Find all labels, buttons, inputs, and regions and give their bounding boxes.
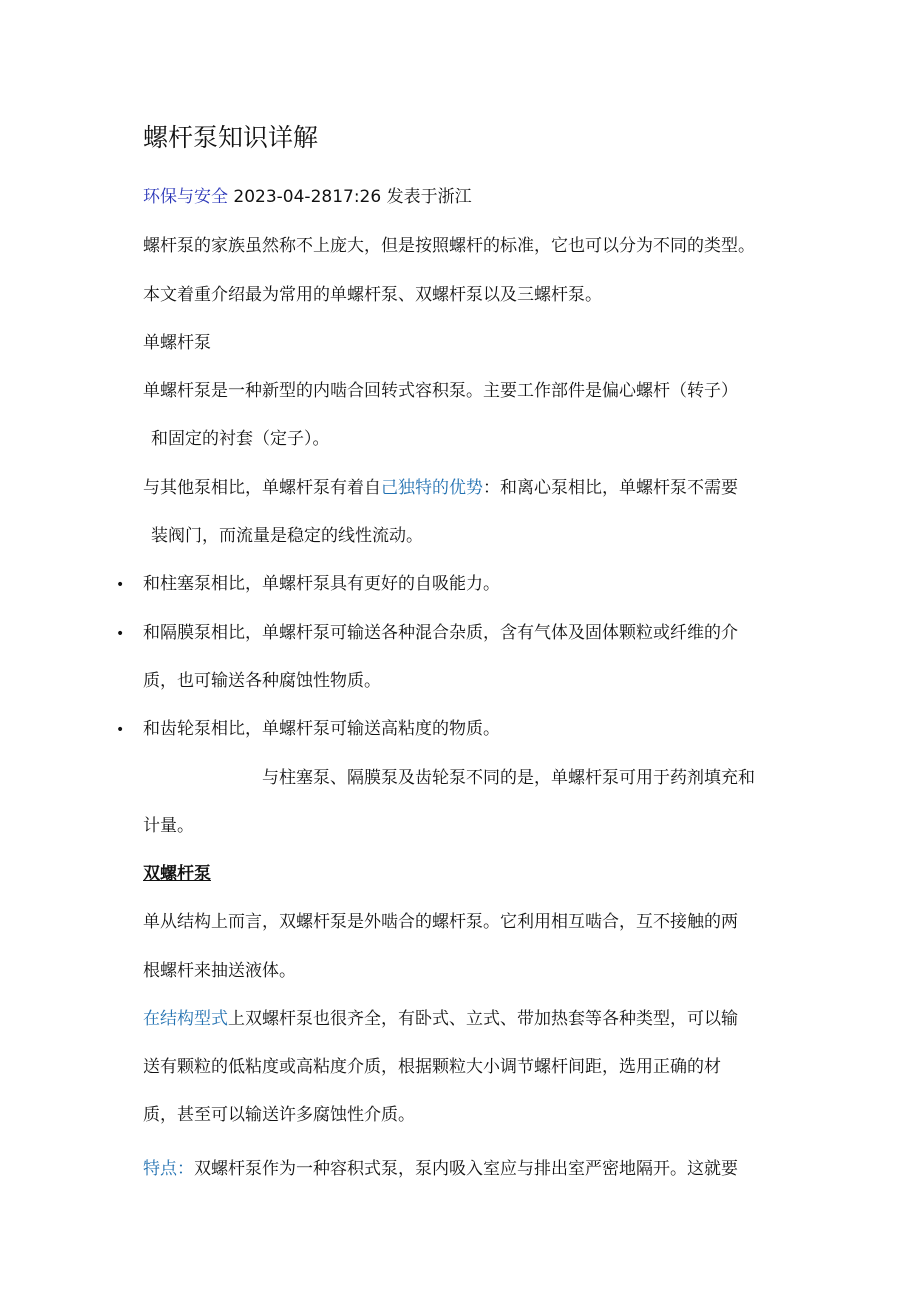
bullet-item-plunger: 和柱塞泵相比，单螺杆泵具有更好的自吸能力。 xyxy=(143,574,500,594)
paragraph-intro-1: 螺杆泵的家族虽然称不上庞大，但是按照螺杆的标准，它也可以分为不同的类型。 xyxy=(143,236,755,256)
text-segment: 双螺杆泵作为一种容积式泵，泵内吸入室应与排出室严密地隔开。这就要 xyxy=(194,1159,738,1179)
publish-location: 发表于浙江 xyxy=(386,187,472,207)
advantage-link[interactable]: 己独特的优势 xyxy=(381,478,483,498)
bullet-dot: • xyxy=(116,722,125,738)
bullet-dot: • xyxy=(116,626,125,642)
bullet-item-diaphragm-b: 质，也可输送各种腐蚀性物质。 xyxy=(143,671,381,691)
bullet-item-diaphragm-a: 和隔膜泵相比，单螺杆泵可输送各种混合杂质，含有气体及固体颗粒或纤维的介 xyxy=(143,623,738,643)
paragraph-intro-2: 本文着重介绍最为常用的单螺杆泵、双螺杆泵以及三螺杆泵。 xyxy=(143,285,602,305)
paragraph-twin-1a: 单从结构上而言，双螺杆泵是外啮合的螺杆泵。它利用相互啮合，互不接触的两 xyxy=(143,912,738,932)
features-label: 特点： xyxy=(143,1159,194,1179)
structure-type-link[interactable]: 在结构型式 xyxy=(143,1009,228,1029)
paragraph-single-2b: 装阀门，而流量是稳定的线性流动。 xyxy=(151,526,423,546)
author-link[interactable]: 环保与安全 xyxy=(143,187,228,207)
paragraph-twin-2a xyxy=(143,1006,738,1032)
paragraph-single-1a: 单螺杆泵是一种新型的内啮合回转式容积泵。主要工作部件是偏心螺杆（转子） xyxy=(143,381,738,401)
paragraph-single-2a xyxy=(143,475,738,501)
article-meta xyxy=(143,184,472,210)
paragraph-twin-2b: 送有颗粒的低粘度或高粘度介质，根据颗粒大小调节螺杆间距，选用正确的材 xyxy=(143,1057,721,1077)
paragraph-twin-2c: 质，甚至可以输送许多腐蚀性介质。 xyxy=(143,1105,415,1125)
bullet-dot: • xyxy=(116,577,125,593)
text-segment: 与其他泵相比，单螺杆泵有着自 xyxy=(143,478,381,498)
paragraph-single-3a: 与柱塞泵、隔膜泵及齿轮泵不同的是，单螺杆泵可用于药剂填充和 xyxy=(262,768,755,788)
paragraph-twin-1b: 根螺杆来抽送液体。 xyxy=(143,961,296,981)
text-segment: ：和离心泵相比，单螺杆泵不需要 xyxy=(483,478,738,498)
paragraph-twin-3a xyxy=(143,1156,738,1182)
section-heading-twin-screw: 双螺杆泵 xyxy=(143,864,211,884)
publish-datetime: 2023-04-2817:26 xyxy=(233,187,382,207)
bullet-item-gear: 和齿轮泵相比，单螺杆泵可输送高粘度的物质。 xyxy=(143,719,500,739)
section-heading-single-screw: 单螺杆泵 xyxy=(143,333,211,353)
article-title: 螺杆泵知识详解 xyxy=(143,123,319,152)
paragraph-single-1b: 和固定的衬套（定子）。 xyxy=(151,429,330,449)
text-segment: 上双螺杆泵也很齐全，有卧式、立式、带加热套等各种类型，可以输 xyxy=(228,1009,738,1029)
paragraph-single-3b: 计量。 xyxy=(143,816,194,836)
